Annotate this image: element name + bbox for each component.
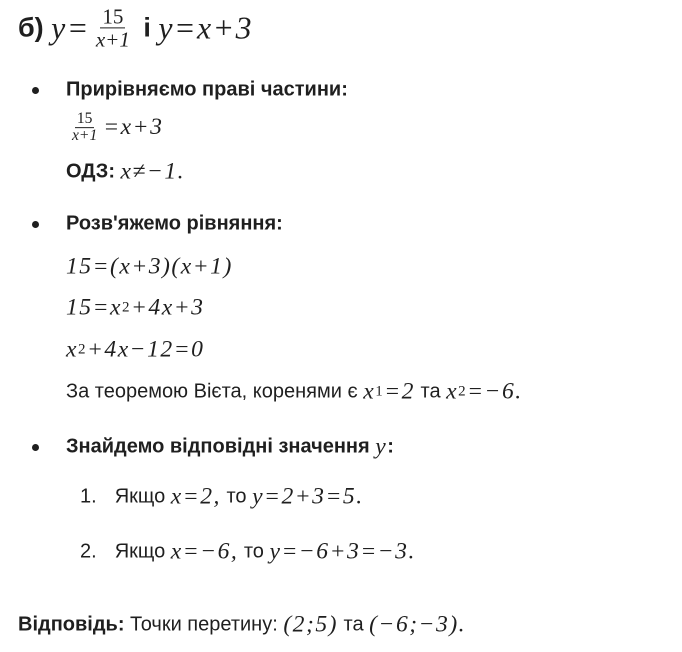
bold-text: ОДЗ: [66, 160, 121, 183]
math-expression: y=x+3 [158, 10, 254, 45]
text: Якщо [114, 540, 171, 563]
math-expression: y= [51, 10, 90, 45]
text: та [414, 380, 447, 403]
text: та [338, 613, 370, 636]
bullet-icon [32, 87, 39, 94]
math-expression: x [446, 378, 459, 405]
step2-vieta [66, 379, 523, 406]
math-expression: y=−6+3=−3. [269, 538, 416, 565]
fraction-denominator: x+1 [95, 27, 130, 52]
fraction-numerator: 15 [102, 4, 124, 29]
fraction-denominator: x+1 [72, 127, 98, 145]
math-expression: =x+3 [103, 114, 164, 141]
text: то [220, 485, 253, 508]
answer [18, 612, 466, 639]
math-expression: x=2, [170, 483, 221, 510]
math-expression: x=−6, [170, 538, 239, 565]
math-expression: =2 [384, 378, 415, 405]
text: Якщо [114, 485, 171, 508]
text: Точки перетину: [124, 613, 284, 636]
math-expression: x [363, 378, 376, 405]
list-number: 2. [80, 540, 97, 563]
superscript: 2 [77, 341, 87, 358]
heading [18, 5, 253, 50]
bold-text: Відповідь: [18, 613, 125, 636]
math-expression: y=2+3=5. [252, 483, 364, 510]
step3-item2 [80, 539, 416, 566]
step2-title [66, 213, 283, 236]
bold-text: і [135, 12, 159, 43]
step1-eq [66, 111, 163, 145]
text: За теоремою Вієта, коренями є [66, 380, 364, 403]
bullet-icon [32, 221, 39, 228]
superscript: 2 [122, 299, 131, 316]
math-expression: +4x−12=0 [86, 336, 205, 363]
fraction [70, 111, 99, 145]
math-expression: =−6. [467, 378, 523, 405]
bold-text: : [387, 435, 394, 458]
bold-text: б) [18, 12, 52, 43]
math-expression: (2;5) [283, 611, 338, 638]
math-expression: 15=(x+3)(x+1) [66, 253, 233, 280]
fraction [94, 5, 132, 50]
step2-eq3 [66, 337, 204, 364]
step2-eq2 [66, 295, 204, 322]
math-expression: 15=x [66, 294, 122, 321]
math-expression: x≠−1. [120, 158, 186, 185]
subscript: 1 [375, 383, 385, 400]
math-expression: (−6;−3). [369, 611, 467, 638]
fraction-numerator: 15 [76, 110, 93, 128]
text: то [238, 540, 270, 563]
step2-eq1 [66, 254, 233, 281]
math-expression: +4x+3 [131, 294, 205, 321]
bold-text: Розв'яжемо рівняння: [66, 212, 283, 235]
step3-title [66, 434, 394, 461]
math-expression: x [66, 336, 78, 363]
bold-text: Знайдемо відповідні значення [66, 435, 376, 458]
list-number: 1. [80, 485, 97, 508]
bullet-icon [32, 444, 39, 451]
bold-text: Прирівняємо праві частини: [66, 78, 348, 101]
step1-odz [66, 159, 185, 186]
step3-item1 [80, 484, 364, 511]
step1-title [66, 79, 348, 102]
subscript: 2 [458, 383, 468, 400]
math-expression: y [375, 433, 388, 460]
